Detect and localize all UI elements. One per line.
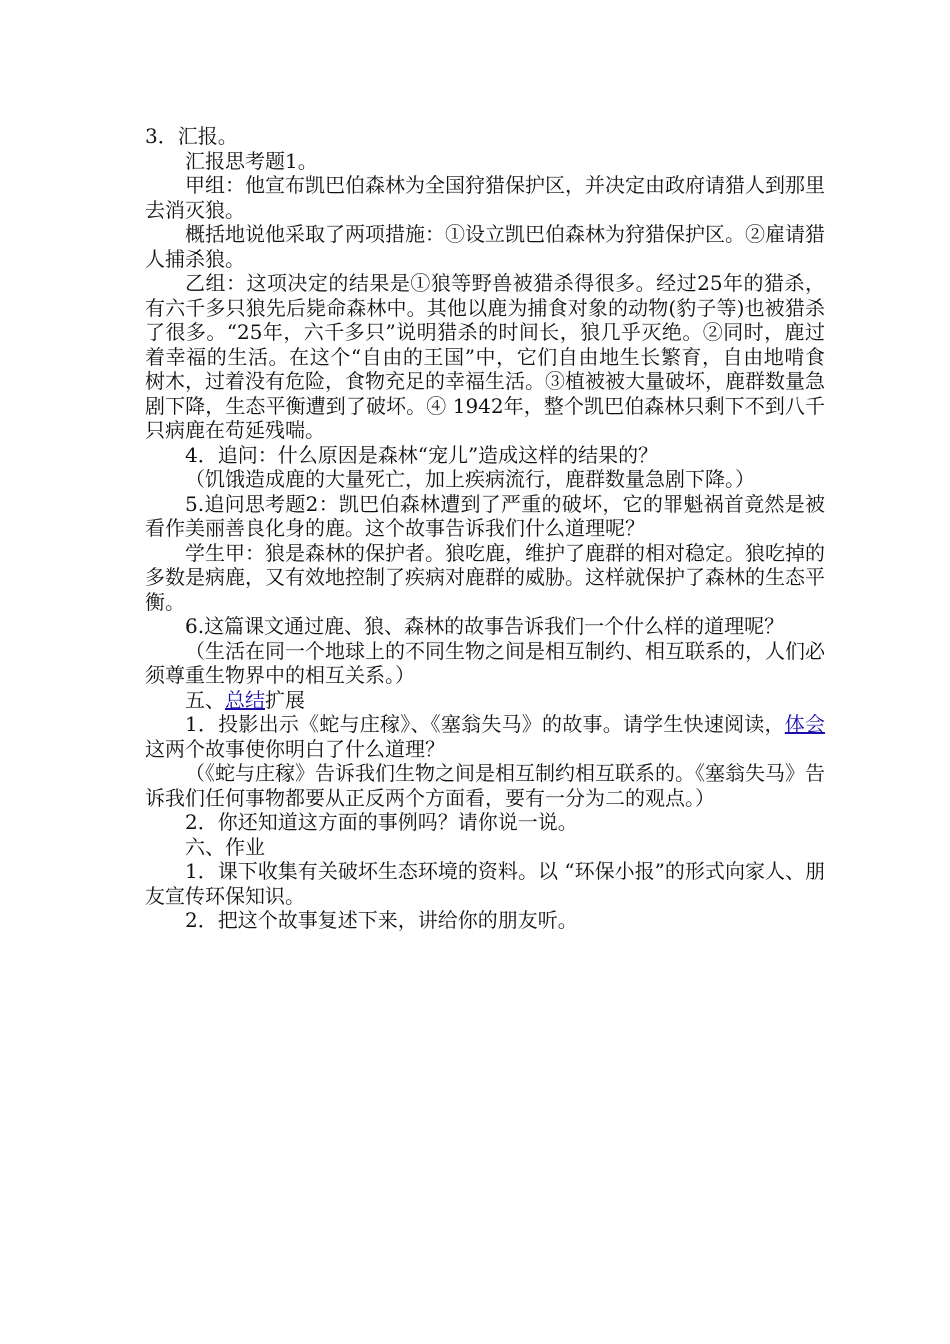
homework-item-1: 1．课下收集有关破坏生态环境的资料。以 “环保小报”的形式向家人、朋友宣传环保知识。 [145, 859, 825, 908]
summary-link[interactable]: 总结 [225, 687, 265, 712]
homework-item-2: 2．把这个故事复述下来，讲给你的朋友听。 [185, 908, 578, 932]
section-5-suffix: 扩展 [265, 687, 305, 712]
experience-link[interactable]: 体会 [784, 712, 825, 736]
answer-6: （生活在同一个地球上的不同生物之间是相互制约、相互联系的，人们必须尊重生物界中的相互关系。） [145, 638, 825, 687]
document-body [145, 124, 825, 933]
measures-summary: 概括地说他采取了两项措施：①设立凯巴伯森林为狩猎保护区。②雇请猎人捕杀狼。 [145, 222, 825, 271]
section-6-heading: 六、作业 [185, 834, 265, 859]
extension-item-1-prefix: 1．投影出示《蛇与庄稼》、《塞翁失马》的故事。请学生快速阅读， [185, 712, 785, 736]
follow-up-question-5: 5.追问思考题2：凯巴伯森林遭到了严重的破坏，它的罪魁祸首竟然是被看作美丽善良化身的鹿。这个故事告诉我们什么道理呢？ [145, 491, 825, 540]
follow-up-question-4: 4．追问：什么原因是森林“宠儿”造成这样的结果的？ [185, 442, 659, 467]
step-3-heading: 3．汇报。 [145, 124, 238, 148]
section-5-heading [145, 688, 825, 713]
report-question-1: 汇报思考题1。 [185, 148, 318, 173]
follow-up-answer-4: （饥饿造成鹿的大量死亡，加上疾病流行，鹿群数量急剧下降。） [185, 467, 755, 491]
extension-item-2: 2．你还知道这方面的事例吗？请你说一说。 [185, 810, 578, 834]
extension-item-1-suffix: 这两个故事使你明白了什么道理？ [145, 736, 445, 761]
extension-answer-1: （《蛇与庄稼》告诉我们生物之间是相互制约相互联系的。《塞翁失马》告诉我们任何事物都要从正反两个方面看，要有一分为二的观点。） [145, 761, 825, 810]
question-6: 6.这篇课文通过鹿、狼、森林的故事告诉我们一个什么样的道理呢？ [185, 614, 785, 638]
group-b-answer: 乙组：这项决定的结果是①狼等野兽被猎杀得很多。经过25年的猎杀，有六千多只狼先后毙命森林中。其他以鹿为捕食对象的动物(豹子等)也被猎杀了很多。“25年，六千多只”说明猎杀的时间长，狼几乎灭绝。②同时，鹿过着幸福的生活。在这个“自由的王国”中，它们自由地生长繁育，自由地啃食树木，过着没有危险，食物充足的幸福生活。③植被被大量破坏，鹿群数量急剧下降，生态平衡遭到了破坏。④ 1942年，整个凯巴伯森林只剩下不到八千只病鹿在苟延残喘。 [145, 271, 825, 442]
student-a-answer: 学生甲：狼是森林的保护者。狼吃鹿，维护了鹿群的相对稳定。狼吃掉的多数是病鹿，又有效地控制了疾病对鹿群的威胁。这样就保护了森林的生态平衡。 [145, 540, 825, 614]
extension-item-1 [145, 712, 825, 761]
section-5-prefix: 五、 [185, 687, 225, 712]
group-a-answer: 甲组：他宣布凯巴伯森林为全国狩猎保护区，并决定由政府请猎人到那里去消灭狼。 [145, 173, 825, 222]
